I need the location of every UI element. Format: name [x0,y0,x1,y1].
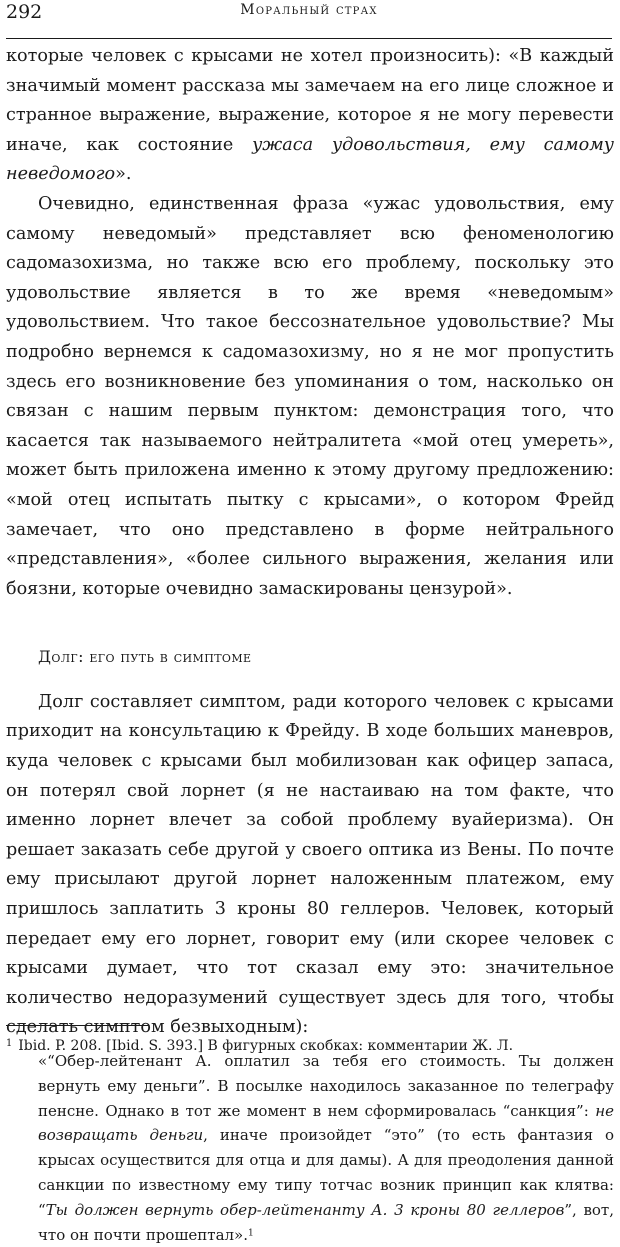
running-title: Моральный страх [240,2,378,18]
block-quote: «“Обер-лейтенант А. оплатил за тебя его стоимость. Ты должен вернуть ему деньги”. В посылке находилось заказанное по телеграфу пенсне. Однако в тот же момент в нем сформировалась “санкция”: не возвращать деньги, иначе произойдет “это” (то есть фантазия о крысах осуществится для отца и для дамы). А для преодоления данной санкции по известному ему типу тотчас возник принцип как клятва: “Ты должен вернуть обер-лейтенанту А. 3 кроны 80 геллеров”, вот, что он почти прошептал».$^1$ [38,1052,615,1244]
footnote [6,1034,614,1056]
footnote-marker: 1 [6,1038,13,1049]
italic-phrase: не возвращать деньги [38,1101,614,1145]
page-header [6,0,612,39]
body-text [6,42,614,1247]
paragraph: Долг составляет симптом, ради которого человек с крысами приходит на консультацию к Фрейду. В ходе больших маневров, куда человек с крысами был мобилизован как офицер запаса, он потерял свой лорнет (я не настаиваю на том факте, что именно лорнет влечет за собой проблему вуайеризма). Он решает заказать себе другой у своего оптика из Вены. По почте ему присылают другой лорнет наложенным платежом, ему пришлось заплатить 3 кроны 80 геллеров. Человек, который передает ему его лорнет, говорит ему (или скорее человек с крысами думает, что тот сказал ему это: значительное количество недоразумений существует здесь для того, чтобы сделать симптом безвыходным): [6,691,614,1038]
footnote-reference[interactable]: 1 [248,1228,254,1239]
italic-phrase: Ты должен вернуть обер-лейтенанту А. 3 кроны 80 геллеров [45,1200,565,1219]
paragraph: Очевидно, единственная фраза «ужас удовольствия, ему самому неведомый» представляет всю феноменологию садомазохизма, но также всю его проблему, поскольку это удовольствие является в то же время «неведомым» удовольствием. Что такое бессознательное удовольствие? Мы подробно вернемся к садомазохизму, но я не мог пропустить здесь его возникновение без упоминания о том, насколько он связан с нашим первым пунктом: демонстрация того, что касается так называемого нейтралитета «мой отец умереть», может быть приложена именно к этому другому предложению: «мой отец испытать пытку с крысами», о котором Фрейд замечает, что оно представлено в форме нейтрального «представления», «более сильного выражения, желания или боязни, которые очевидно замаскированы цензурой». [6,193,614,599]
page-number: 292 [6,1,43,23]
italic-phrase: ужаса удовольствия, ему самому неведомого [6,134,614,185]
footnote-divider [6,1025,148,1026]
section-title: Долг: его путь в симптоме [38,647,252,667]
footnote-text: Ibid. P. 208. [Ibid. S. 393.] В фигурных скобках: комментарии Ж. Л. [18,1037,514,1054]
paragraph-continued: которые человек с крысами не хотел произносить): «В каждый значимый момент рассказа мы замечаем на его лице сложное и странное выражение, выражение, которое я не могу перевести иначе, как состояние ужаса удовольствия, ему самому неведомого». [6,46,614,185]
